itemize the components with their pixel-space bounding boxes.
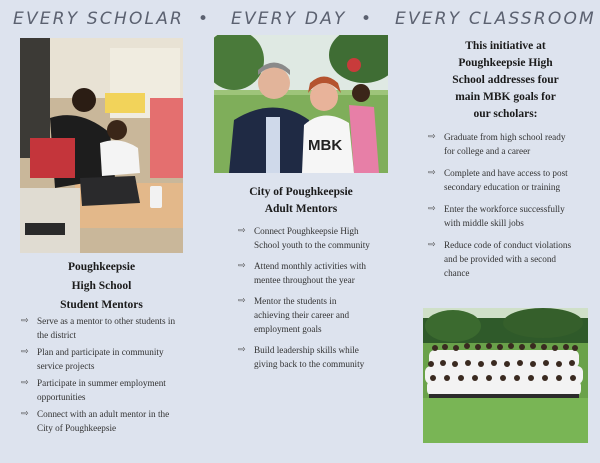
arrow-icon: ⇨ [21,378,29,388]
arrow-icon: ⇨ [21,347,29,357]
heading-line: Poughkeepsie High [458,57,553,69]
arrow-icon: ⇨ [238,345,246,355]
heading-line: High School [71,280,132,292]
list-item: ⇨ Mentor the students in achieving their career and employment goals [238,296,350,334]
initiative-heading [418,38,593,123]
banner-dot: • [361,9,374,29]
arrow-icon: ⇨ [238,296,246,306]
two-adults-photo [214,35,388,173]
arrow-icon: ⇨ [238,261,246,271]
shirt-logo-text: MBK [308,137,343,154]
list-item: ⇨ Connect with an adult mentor in the City of Poughkeepsie [21,409,170,433]
arrow-icon: ⇨ [21,409,29,419]
banner-every-scholar: EVERY SCHOLAR [13,9,185,29]
list-item: ⇨ Complete and have access to post secondary education or training [428,168,568,192]
arrow-icon: ⇨ [428,204,436,214]
banner-dot: • [198,9,211,29]
heading-line: Adult Mentors [264,203,338,215]
list-item: ⇨ Serve as a mentor to other students in the district [21,316,176,340]
list-item: ⇨ Build leadership skills while giving back to the community [238,345,365,369]
heading-line: School addresses four [452,74,559,86]
student-mentors-heading [20,258,183,315]
heading-line: City of Poughkeepsie [249,186,353,198]
heading-line: our scholars: [473,108,538,120]
banner-every-day: EVERY DAY [231,9,347,29]
list-item: ⇨ Participate in summer employment opportunities [21,378,166,402]
list-item: ⇨ Connect Poughkeepsie High School youth to the community [238,226,370,250]
arrow-icon: ⇨ [21,316,29,326]
list-item: ⇨ Reduce code of conduct violations and be provided with a second chance [428,240,572,278]
group-of-scholars-photo [423,308,588,443]
heading-line: Student Mentors [60,299,143,311]
students-at-laptop-photo [20,38,183,253]
list-item: ⇨ Plan and participate in community service projects [21,347,164,371]
arrow-icon: ⇨ [238,226,246,236]
banner-every-classroom: EVERY CLASSROOM [395,9,596,29]
adult-mentors-list [238,224,373,371]
arrow-icon: ⇨ [428,168,436,178]
banner-tagline [0,9,600,33]
list-item: ⇨ Enter the workforce successfully with middle skill jobs [428,204,565,228]
mbk-goals-list [428,130,578,280]
heading-line: Poughkeepsie [67,261,136,273]
list-item: ⇨ Attend monthly activities with mentee throughout the year [238,261,367,285]
adult-mentors-heading [214,184,388,218]
arrow-icon: ⇨ [428,240,436,250]
heading-line: This initiative at [465,40,546,52]
heading-line: main MBK goals for [455,91,556,103]
list-item: ⇨ Graduate from high school ready for college and a career [428,132,566,156]
arrow-icon: ⇨ [428,132,436,142]
student-mentors-list [21,314,181,435]
